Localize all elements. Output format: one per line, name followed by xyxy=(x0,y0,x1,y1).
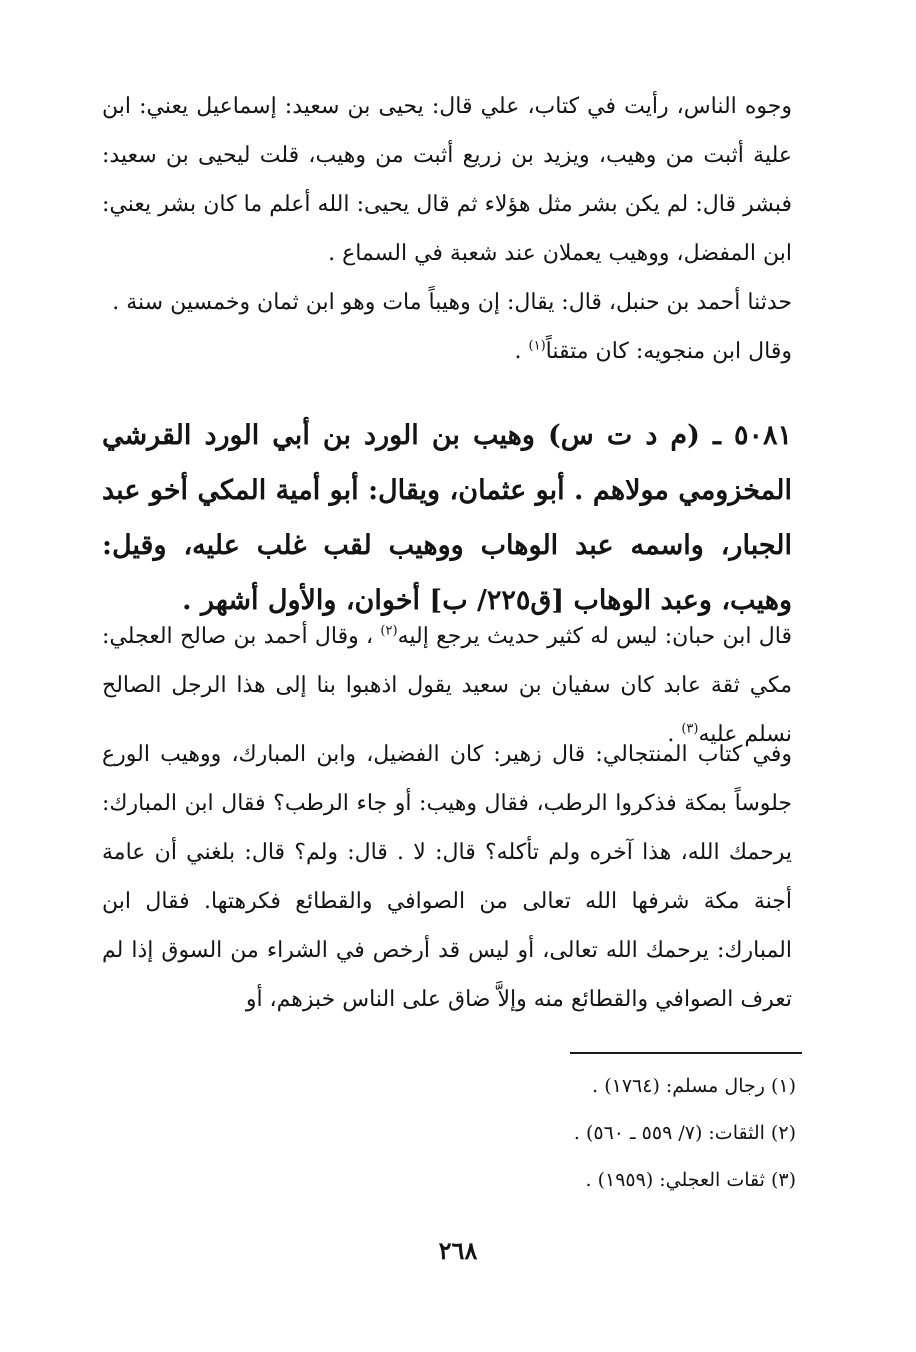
ibn-hibban-part2: ، وقال أحمد بن صالح العجلي: مكي ثقة عابد كان سفيان بن سعيد يقول اذهبوا بنا إلى هذا الرجل الصالح نسلم عليه xyxy=(102,624,792,747)
footnote-divider xyxy=(570,1052,802,1054)
continuation-text xyxy=(102,82,792,376)
footnotes xyxy=(106,1063,796,1204)
footnote-ref-1: (١) xyxy=(528,338,546,354)
footnote-3: (٣) ثقات العجلي: (١٩٥٩) . xyxy=(585,1169,796,1191)
paragraph-yahya-ibn-said: وجوه الناس، رأيت في كتاب، علي قال: يحيى بن سعيد: إسماعيل يعني: ابن علية أثبت من وهيب، ويزيد بن زريع أثبت من وهيب، قلت ليحيى بن سعيد: فبشر قال: لم يكن بشر مثل هؤلاء ثم قال يحيى: الله أعلم ما كان بشر يعني: ابن المفضل، ووهيب يعملان عند شعبة في السماع . xyxy=(102,94,792,266)
paragraph-muntajali xyxy=(102,730,792,1024)
entry-heading xyxy=(102,408,792,628)
footnote-ref-2: (٢) xyxy=(380,623,398,639)
ibn-hibban-part1: قال ابن حبان: ليس له كثير حديث يرجع إليه xyxy=(397,624,792,649)
ibn-manjawayh-text: وقال ابن منجويه: كان متقناً xyxy=(545,339,792,364)
paragraph-ahmad-ibn-hanbal: حدثنا أحمد بن حنبل، قال: يقال: إن وهيباً مات وهو ابن ثمان وخمسين سنة . xyxy=(112,290,792,315)
ibn-manjawayh-end: . xyxy=(514,339,529,364)
footnote-2: (٢) الثقات: (٧/ ٥٥٩ ـ ٥٦٠) . xyxy=(573,1122,796,1144)
muntajali-text: وفي كتاب المنتجالي: قال زهير: كان الفضيل، وابن المبارك، ووهيب الورع جلوساً بمكة فذكروا الرطب، فقال وهيب: أو جاء الرطب؟ فقال ابن المبارك: يرحمك الله، هذا آخره ولم تأكله؟ قال: لا . قال: ولم؟ قال: بلغني أن عامة أجنة مكة شرفها الله تعالى من الصوافي والقطائع فكرهتها. فقال ابن المبارك: يرحمك الله تعالى، أو ليس قد أرخص في الشراء من السوق إذا لم تعرف الصوافي والقطائع منه وإلاَّ ضاق على الناس خبزهم، أو xyxy=(102,742,793,1012)
ibn-hibban-end: . xyxy=(667,722,682,747)
page-number: ٢٦٨ xyxy=(438,1236,478,1265)
footnote-1: (١) رجال مسلم: (١٧٦٤) . xyxy=(592,1075,796,1097)
paragraph-ibn-manjawayh xyxy=(102,327,792,376)
footnote-ref-3: (٣) xyxy=(681,721,699,737)
entry-heading-text: ٥٠٨١ ـ (م د ت س) وهيب بن الورد بن أبي الورد القرشي المخزومي مولاهم . أبو عثمان، ويقال: أبو أمية المكي أخو عبد الجبار، واسمه عبد الوهاب ووهيب لقب غلب عليه، وقيل: وهيب، وعبد الوهاب [ق٢٢٥/ ب] أخوان، والأول أشهر . xyxy=(102,420,792,616)
